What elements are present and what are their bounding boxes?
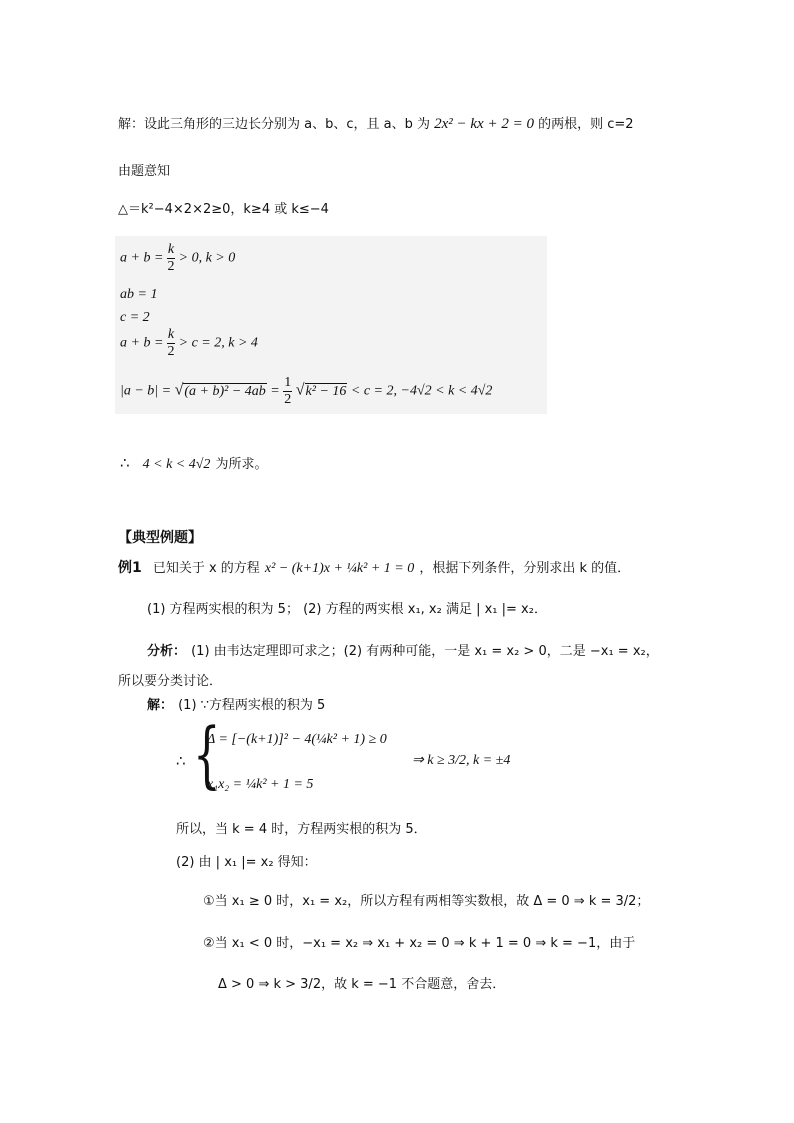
cond5-eq: =	[270, 383, 280, 399]
cond4-lhs: a + b =	[120, 335, 164, 351]
part2-intro: (2) 由 | x₁ |= x₂ 得知：	[176, 855, 317, 870]
solution-therefore: ∴	[176, 752, 186, 770]
solution-part1-intro	[147, 694, 325, 713]
cond4-num: k	[167, 327, 175, 342]
example-label: 例1	[118, 560, 142, 576]
cond1-den: 2	[167, 259, 175, 274]
cond5-den: 2	[284, 392, 292, 407]
solution-label: 解：	[147, 698, 174, 713]
example-suffix: ，根据下列条件，分别求出 k 的值．	[419, 561, 631, 576]
case-1: ①当 x₁ ≥ 0 时，x₁ = x₂，所以方程有两相等实数根，故 Δ = 0 ⇒ k = 3/2；	[203, 894, 650, 909]
therefore-expr: 4 < k < 4√2	[142, 457, 211, 472]
example-equation: x² − (k+1)x + ¼k² + 1 = 0	[264, 561, 415, 576]
cond1-lhs: a + b =	[120, 250, 164, 266]
cond1-rhs: > 0, k > 0	[178, 250, 236, 266]
condition-line-5: |a − b| = √(a + b)² − 4ab = $\frac{1}{2}$ √k² − 16 < c = 2, −4√2 < k < 4√2	[120, 375, 493, 407]
analysis-text: (1) 由韦达定理即可求之；(2) 有两种可能，一是 x₁ = x₂ > 0，二是 −x₁ = x₂，	[191, 644, 659, 659]
analysis-label: 分析：	[147, 644, 187, 659]
cond5-lhs: |a − b| =	[120, 383, 172, 399]
part1-conclusion: 所以，当 k = 4 时，方程两实根的积为 5．	[176, 822, 427, 837]
therefore-line	[120, 453, 268, 473]
cond4-den: 2	[167, 344, 175, 359]
condition-line-4	[120, 328, 258, 359]
cond5-sqrt: (a + b)² − 4ab	[184, 383, 266, 399]
system-implies: ⇒ k ≥ 3/2, k = ±4	[412, 753, 511, 768]
analysis-cont: 所以要分类讨论．	[118, 674, 223, 689]
example-conditions: (1) 方程两实根的积为 5； (2) 方程的两实根 x₁, x₂ 满足 | x₁ |= x₂．	[147, 602, 547, 617]
example-1	[118, 557, 630, 577]
intro-prefix: 解：设此三角形的三边长分别为 a、b、c，且 a、b 为	[118, 117, 430, 132]
therefore-symbol: ∴	[120, 454, 130, 472]
condition-line-3: c = 2	[120, 310, 150, 325]
system-eq-1: Δ = [−(k+1)]² − 4(¼k² + 1) ≥ 0	[207, 732, 387, 747]
cond1-num: k	[167, 242, 175, 257]
intro-equation: 2x² − kx + 2 = 0	[434, 116, 534, 132]
by-problem-text: 由题意知	[118, 164, 171, 179]
intro-suffix: 的两根，则 c=2	[538, 117, 634, 132]
cond5-num: 1	[284, 375, 292, 390]
section-title: 【典型例题】	[118, 530, 202, 546]
system-brace: {	[193, 712, 221, 796]
condition-line-2: ab = 1	[120, 287, 158, 302]
solution-intro	[118, 113, 634, 133]
discriminant-line: △＝k²−4×2×2≥0，k≥4 或 k≤−4	[118, 202, 329, 217]
therefore-suffix: 为所求。	[215, 457, 268, 472]
analysis-line	[147, 640, 659, 659]
example-prefix: 已知关于 x 的方程	[152, 561, 260, 576]
cond5-sqrt2: k² − 16	[305, 383, 347, 399]
condition-line-1	[120, 243, 235, 274]
solution-part1-text: (1) ∵方程两实根的积为 5	[178, 698, 326, 713]
cond4-rhs: > c = 2, k > 4	[178, 335, 258, 351]
cond5-rhs: < c = 2, −4√2 < k < 4√2	[350, 383, 493, 399]
case-2: ②当 x₁ < 0 时，−x₁ = x₂ ⇒ x₁ + x₂ = 0 ⇒ k + 1 = 0 ⇒ k = −1，由于	[203, 936, 636, 951]
system-eq-2: x₁x₂ = ¼k² + 1 = 5	[207, 777, 314, 792]
case-2-cont: Δ > 0 ⇒ k > 3/2，故 k = −1 不合题意，舍去．	[218, 977, 506, 992]
